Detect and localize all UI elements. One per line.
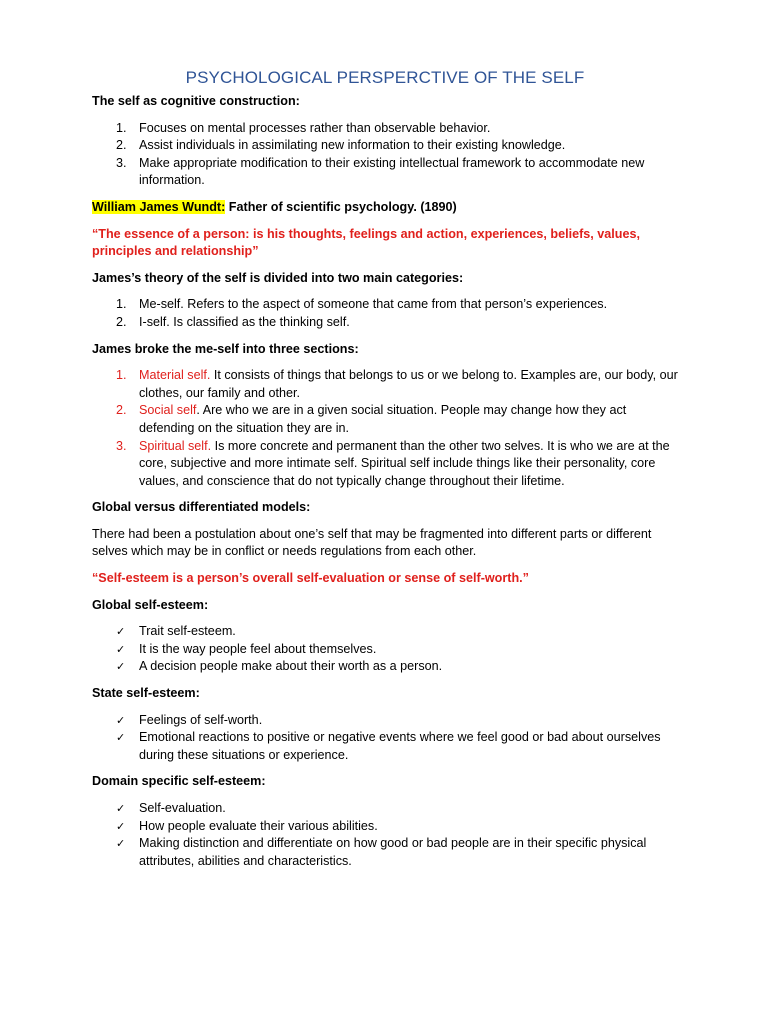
list-item — [92, 818, 678, 836]
wundt-name-highlight: William James Wundt: — [92, 199, 226, 214]
list-text: Trait self-esteem. — [139, 624, 236, 639]
check-icon: ✓ — [116, 625, 126, 639]
me-self-heading: James broke the me-self into three sections: — [92, 341, 359, 356]
models-paragraph: There had been a postulation about one’s self that may be fragmented into different parts or different selves which may be in conflict or needs regulations from each other. — [92, 526, 652, 559]
list-text: Me-self. Refers to the aspect of someone that came from that person’s experiences. — [139, 297, 608, 312]
cognitive-heading: The self as cognitive construction: — [92, 94, 300, 108]
list-item — [92, 623, 678, 641]
list-number: 1. — [116, 120, 127, 135]
state-esteem-heading: State self-esteem: — [92, 686, 200, 701]
list-text: Assist individuals in assimilating new information to their existing knowledge. — [139, 138, 566, 153]
list-text: I-self. Is classified as the thinking self. — [139, 314, 350, 329]
document-title: PSYCHOLOGICAL PERSPERCTIVE OF THE SELF — [185, 68, 585, 87]
list-item — [92, 641, 678, 659]
check-icon: ✓ — [116, 713, 126, 727]
list-text: Feelings of self-worth. — [139, 712, 263, 727]
global-esteem-heading: Global self-esteem: — [92, 597, 209, 612]
list-text: Make appropriate modification to their existing intellectual framework to accommodate new information. — [139, 155, 645, 188]
list-text: It consists of things that belongs to us or we belong to. Examples are, our body, our clothes, our family and other. — [139, 368, 678, 400]
list-item — [92, 658, 678, 676]
wundt-description: Father of scientific psychology. (1890) — [225, 199, 457, 214]
list-item — [92, 835, 678, 870]
check-icon: ✓ — [116, 837, 126, 851]
self-esteem-quote: “Self-esteem is a person’s overall self-evaluation or sense of self-worth.” — [92, 571, 529, 586]
list-item — [92, 296, 678, 314]
list-text: Is more concrete and permanent than the other two selves. It is who we are at the core, subjective and more intimate self. Spiritual self include things like their personality, core values, and conscience that do not typically change throughout their lifetime. — [139, 438, 670, 488]
list-number: 2. — [116, 138, 127, 153]
check-icon: ✓ — [116, 660, 126, 674]
list-number: 3. — [116, 438, 127, 453]
list-item — [92, 155, 678, 190]
check-icon: ✓ — [116, 642, 126, 656]
list-term: Social self — [139, 403, 197, 418]
list-item — [92, 712, 678, 730]
list-text: Focuses on mental processes rather than observable behavior. — [139, 120, 491, 135]
essence-quote: “The essence of a person: is his thoughts, feelings and action, experiences, beliefs, values, principles and relationship” — [92, 226, 640, 259]
list-item — [92, 367, 678, 402]
list-text: Emotional reactions to positive or negative events where we feel good or bad about ourselves during these situations or experience. — [139, 730, 661, 762]
list-text: Making distinction and differentiate on how good or bad people are in their specific physical attributes, abilities and characteristics. — [139, 836, 647, 868]
list-item — [92, 314, 678, 332]
list-text: A decision people make about their worth as a person. — [139, 659, 443, 674]
list-number: 2. — [116, 403, 127, 418]
check-icon: ✓ — [116, 802, 126, 815]
list-item — [92, 800, 678, 818]
list-number: 2. — [116, 314, 127, 329]
list-item — [92, 120, 678, 138]
list-text: How people evaluate their various abilities. — [139, 818, 378, 833]
list-text: . Are who we are in a given social situation. People may change how they act defending on the situation they are in. — [139, 403, 627, 435]
list-item — [92, 729, 678, 764]
list-term: Spiritual self. — [139, 438, 212, 453]
list-item — [92, 438, 678, 491]
list-number: 1. — [116, 297, 127, 312]
models-heading: Global versus differentiated models: — [92, 500, 311, 515]
james-theory-list — [92, 296, 678, 331]
global-esteem-list — [92, 623, 678, 676]
james-theory-heading: James’s theory of the self is divided into two main categories: — [92, 270, 464, 285]
state-esteem-list — [92, 712, 678, 765]
list-text: It is the way people feel about themselves. — [139, 641, 377, 656]
wundt-line — [92, 199, 678, 217]
domain-esteem-heading: Domain specific self-esteem: — [92, 774, 266, 789]
list-text: Self-evaluation. — [139, 801, 226, 815]
check-icon: ✓ — [116, 731, 126, 745]
list-item — [92, 137, 678, 155]
domain-esteem-list — [92, 800, 678, 870]
me-self-list — [92, 367, 678, 490]
check-icon: ✓ — [116, 819, 126, 833]
list-number: 1. — [116, 368, 127, 383]
list-number: 3. — [116, 155, 127, 170]
list-term: Material self. — [139, 368, 211, 383]
list-item — [92, 402, 678, 437]
cognitive-list — [92, 120, 678, 190]
